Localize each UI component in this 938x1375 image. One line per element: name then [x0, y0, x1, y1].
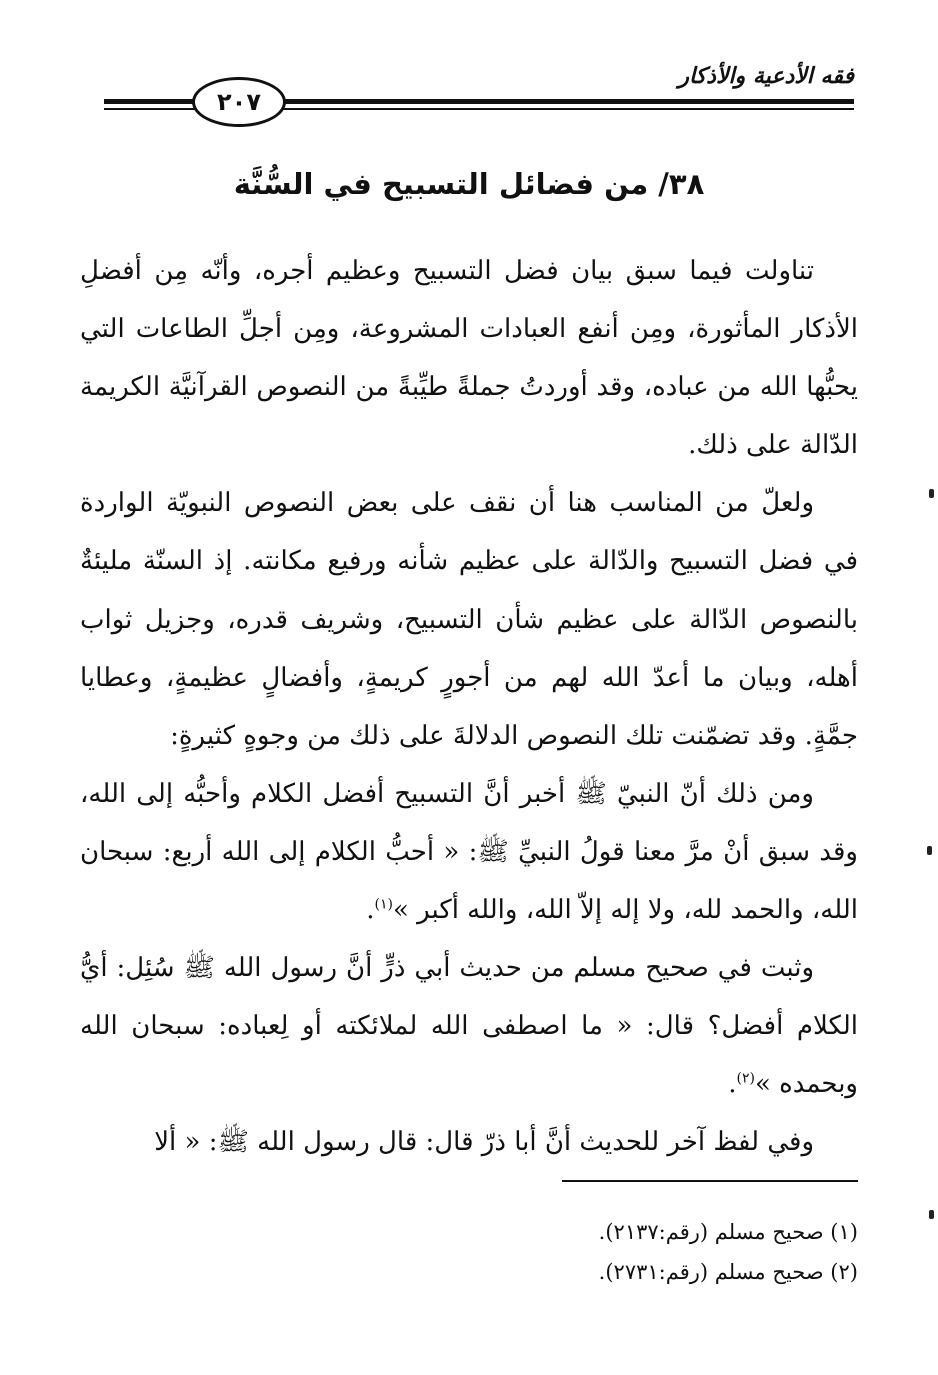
- footnote-ref-1: (١): [374, 896, 393, 913]
- body-text: [80, 242, 858, 1172]
- margin-speck: [929, 1210, 934, 1219]
- paragraph-4-text: وثبت في صحيح مسلم من حديث أبي ذرٍّ أنَّ رسول الله ﷺ سُئِل: أيُّ الكلام أفضل؟ قال: « ما اصطفى الله لملائكته أو لِعباده: سبحان الله وبحمده »: [80, 953, 858, 1100]
- paragraph-4-tail: .: [728, 1069, 737, 1100]
- running-header-title: فقه الأدعية والأذكار: [678, 64, 854, 89]
- margin-speck: [929, 489, 934, 498]
- paragraph-3-tail: .: [366, 895, 375, 926]
- paragraph-2: ولعلّ من المناسب هنا أن نقف على بعض النصوص النبويّة الواردة في فضل التسبيح والدّالة على عظيم شأنه ورفيع مكانته. إذ السنّة مليئةٌ بالنصوص الدّالة على عظيم شأن التسبيح، وشريف قدره، وجزيل ثواب أهله، وبيان ما أعدّ الله لهم من أجورٍ كريمةٍ، وأفضالٍ عظيمةٍ، وعطايا جمَّةٍ. وقد تضمّنت تلك النصوص الدلالةَ على ذلك من وجوهٍ كثيرةٍ:: [80, 488, 858, 751]
- margin-speck: [927, 846, 932, 855]
- paragraph-4: [80, 939, 858, 1113]
- page-number: ٢٠٧: [217, 88, 261, 116]
- footnote-separator: [562, 1180, 858, 1182]
- paragraph-3: [80, 765, 858, 939]
- paragraph-3-text: ومن ذلك أنّ النبيّ ﷺ أخبر أنَّ التسبيح أفضل الكلام وأحبُّه إلى الله، وقد سبق أنْ مرَّ معنا قولُ النبيِّ ﷺ: « أحبُّ الكلام إلى الله أربع: سبحان الله، والحمد لله، ولا إله إلاّ الله، والله أكبر »: [80, 778, 858, 926]
- footnote-2: (٢) صحيح مسلم (رقم:٢٧٣١).: [598, 1260, 858, 1284]
- chapter-heading: ٣٨/ من فضائل التسبيح في السُّنَّة: [233, 167, 705, 201]
- paragraph-5: وفي لفظ آخر للحديث أنَّ أبا ذرّ قال: قال رسول الله ﷺ: « ألا: [154, 1127, 814, 1158]
- page-number-badge: [192, 77, 286, 127]
- footnote-1: (١) صحيح مسلم (رقم:٢١٣٧).: [598, 1220, 858, 1244]
- footnotes: [358, 1212, 858, 1292]
- paragraph-1: تناولت فيما سبق بيان فضل التسبيح وعظيم أجره، وأنّه مِن أفضلِ الأذكار المأثورة، ومِن أنفع العبادات المشروعة، ومِن أجلِّ الطاعات التي يحبُّها الله من عباده، وقد أوردتُ جملةً طيِّبةً من النصوص القرآنيَّة الكريمة الدّالة على ذلك.: [80, 256, 858, 461]
- footnote-ref-2: (٢): [736, 1070, 755, 1087]
